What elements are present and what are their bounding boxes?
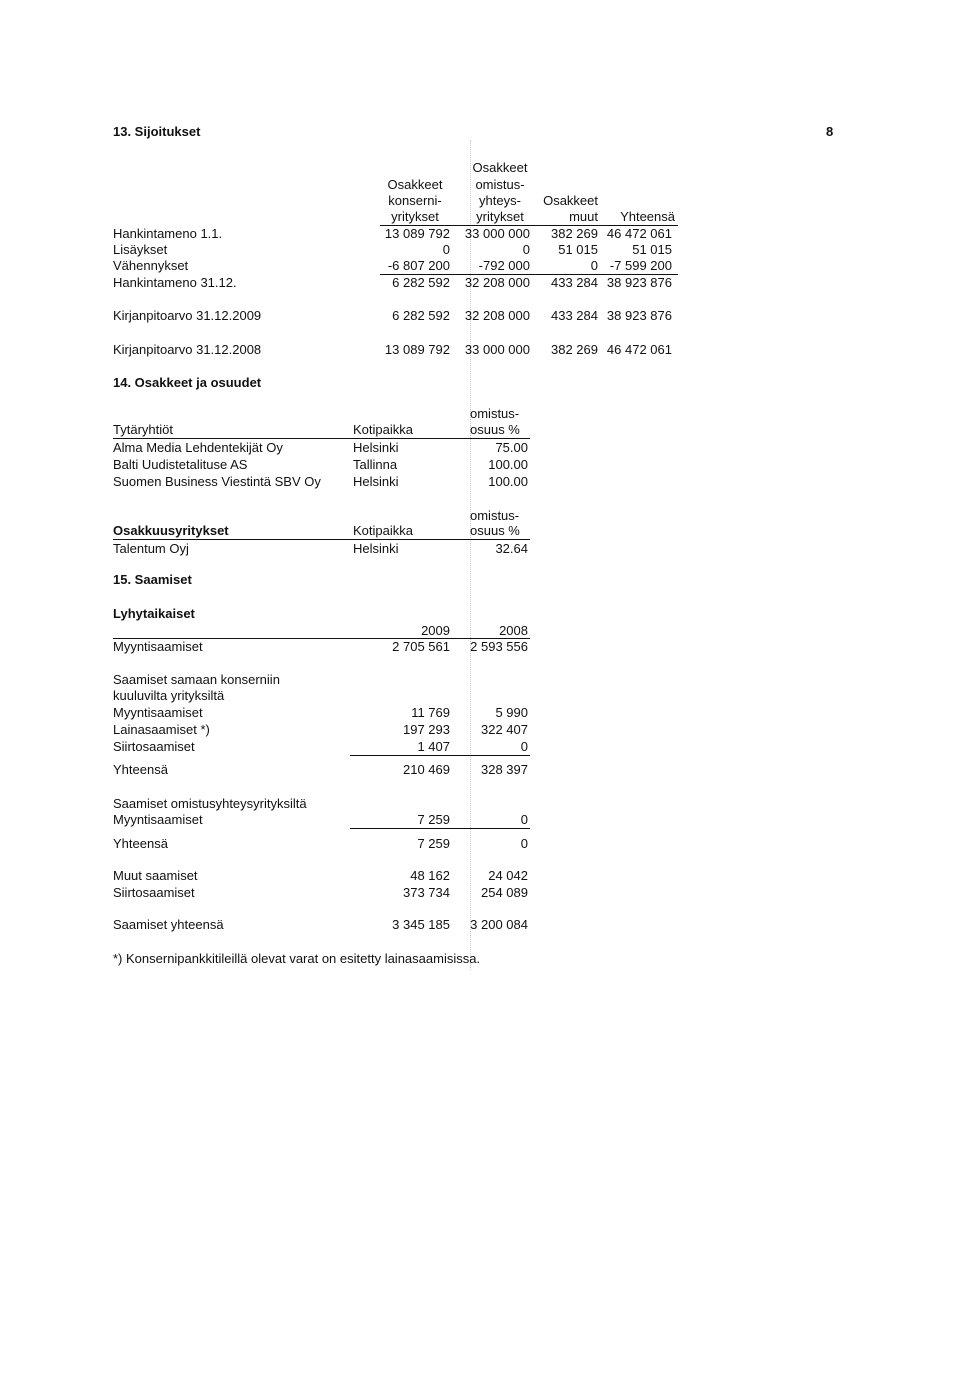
cell: 32 208 000 — [464, 275, 530, 290]
cell: 51 015 — [632, 242, 672, 257]
cell: 5 990 — [495, 705, 528, 720]
cell: 328 397 — [481, 762, 528, 777]
cell: 0 — [442, 242, 450, 257]
col-header-omistus-3: yhteys- — [479, 193, 521, 208]
year-2008: 2008 — [499, 623, 528, 638]
row-label: Lisäykset — [113, 242, 168, 257]
subsidiaries-header: Tytäryhtiöt — [113, 422, 173, 437]
cell: 2 705 561 — [392, 639, 450, 654]
col-header-konserni-1: Osakkeet — [387, 177, 443, 192]
row-label: Lainasaamiset *) — [113, 722, 210, 737]
cell: -7 599 200 — [609, 258, 672, 273]
col-header-muut-1: Osakkeet — [543, 193, 598, 208]
group-heading: Saamiset omistusyhteysyrityksiltä — [113, 796, 307, 811]
cell: 7 259 — [417, 836, 450, 851]
company-pct: 75.00 — [495, 440, 528, 455]
col-header-omistus-2: omistus- — [475, 177, 525, 192]
cell: 0 — [520, 836, 528, 851]
col-header-omistus-1: Osakkeet — [472, 160, 528, 175]
cell: 433 284 — [551, 275, 598, 290]
cell: 1 407 — [417, 739, 450, 754]
cell: 210 469 — [403, 762, 450, 777]
row-label: Hankintameno 31.12. — [113, 275, 237, 290]
footnote: *) Konsernipankkitileillä olevat varat on esitetty lainasaamisissa. — [113, 951, 481, 966]
cell: 48 162 — [410, 868, 450, 883]
cell: 254 089 — [481, 885, 528, 900]
row-label: Yhteensä — [113, 836, 168, 851]
row-label: Myyntisaamiset — [113, 812, 203, 827]
col-header-muut-2: muut — [569, 209, 598, 224]
cell: 382 269 — [551, 226, 598, 241]
year-2009: 2009 — [421, 623, 450, 638]
cell: 197 293 — [403, 722, 450, 737]
cell: 0 — [520, 739, 528, 754]
cell: 373 734 — [403, 885, 450, 900]
cell: 13 089 792 — [384, 226, 450, 241]
cell: 0 — [522, 242, 530, 257]
company-pct: 32.64 — [495, 541, 528, 556]
pct-header-2: osuus % — [470, 523, 520, 538]
group-heading: Saamiset samaan konserniin — [113, 672, 280, 687]
cell: 24 042 — [488, 868, 528, 883]
col-header-yhteensa: Yhteensä — [620, 209, 675, 224]
cell: 11 769 — [411, 705, 450, 720]
cell: 2 593 556 — [470, 639, 528, 654]
section-15-title: 15. Saamiset — [113, 572, 192, 587]
cell: 3 200 084 — [470, 917, 528, 932]
cell: 0 — [520, 812, 528, 827]
row-label: Saamiset yhteensä — [113, 917, 224, 932]
cell: 7 259 — [417, 812, 450, 827]
cell: -792 000 — [478, 258, 530, 273]
row-label: Siirtosaamiset — [113, 885, 195, 900]
company-name: Suomen Business Viestintä SBV Oy — [113, 474, 321, 489]
company-pct: 100.00 — [488, 457, 528, 472]
company-place: Helsinki — [353, 474, 399, 489]
row-label: Muut saamiset — [113, 868, 198, 883]
cell: 32 208 000 — [464, 308, 530, 323]
row-label: Siirtosaamiset — [113, 739, 195, 754]
cell: 38 923 876 — [606, 308, 672, 323]
associates-header: Osakkuusyritykset — [113, 523, 229, 538]
row-label: Myyntisaamiset — [113, 705, 203, 720]
cell: 38 923 876 — [606, 275, 672, 290]
row-label: Yhteensä — [113, 762, 168, 777]
section-14-title: 14. Osakkeet ja osuudet — [113, 375, 262, 390]
subtotal-rule — [350, 755, 530, 756]
cell: 33 000 000 — [464, 342, 530, 357]
cell: 433 284 — [551, 308, 598, 323]
company-name: Balti Uudistetalituse AS — [113, 457, 248, 472]
pct-header-2: osuus % — [470, 422, 520, 437]
row-label: Vähennykset — [113, 258, 189, 273]
row-label: Kirjanpitoarvo 31.12.2009 — [113, 308, 262, 323]
cell: 46 472 061 — [606, 226, 672, 241]
col-header-konserni-3: yritykset — [391, 209, 439, 224]
place-header: Kotipaikka — [353, 422, 413, 437]
cell: -6 807 200 — [387, 258, 450, 273]
pct-header-1: omistus- — [470, 406, 520, 421]
company-name: Talentum Oyj — [113, 541, 189, 556]
subtotal-rule — [350, 828, 530, 829]
company-name: Alma Media Lehdentekijät Oy — [113, 440, 283, 455]
col-header-omistus-4: yritykset — [476, 209, 524, 224]
section-13-title: 13. Sijoitukset — [113, 124, 201, 139]
cell: 382 269 — [551, 342, 598, 357]
short-term-heading: Lyhytaikaiset — [113, 606, 195, 621]
place-header: Kotipaikka — [353, 523, 413, 538]
row-label: Kirjanpitoarvo 31.12.2008 — [113, 342, 262, 357]
row-label: Hankintameno 1.1. — [113, 226, 223, 241]
company-pct: 100.00 — [488, 474, 528, 489]
row-label: Myyntisaamiset — [113, 639, 203, 654]
cell: 13 089 792 — [384, 342, 450, 357]
cell: 0 — [590, 258, 598, 273]
cell: 51 015 — [558, 242, 598, 257]
cell: 33 000 000 — [464, 226, 530, 241]
table-header-rule — [113, 438, 530, 439]
cell: 6 282 592 — [392, 308, 450, 323]
cell: 322 407 — [481, 722, 528, 737]
col-header-konserni-2: konserni- — [388, 193, 442, 208]
pct-header-1: omistus- — [470, 508, 520, 523]
company-place: Tallinna — [353, 457, 398, 472]
table-header-rule — [113, 539, 530, 540]
cell: 46 472 061 — [606, 342, 672, 357]
page-number: 8 — [826, 124, 834, 139]
cell: 6 282 592 — [392, 275, 450, 290]
cell: 3 345 185 — [392, 917, 450, 932]
group-heading: kuuluvilta yrityksiltä — [113, 688, 225, 703]
company-place: Helsinki — [353, 440, 399, 455]
company-place: Helsinki — [353, 541, 399, 556]
